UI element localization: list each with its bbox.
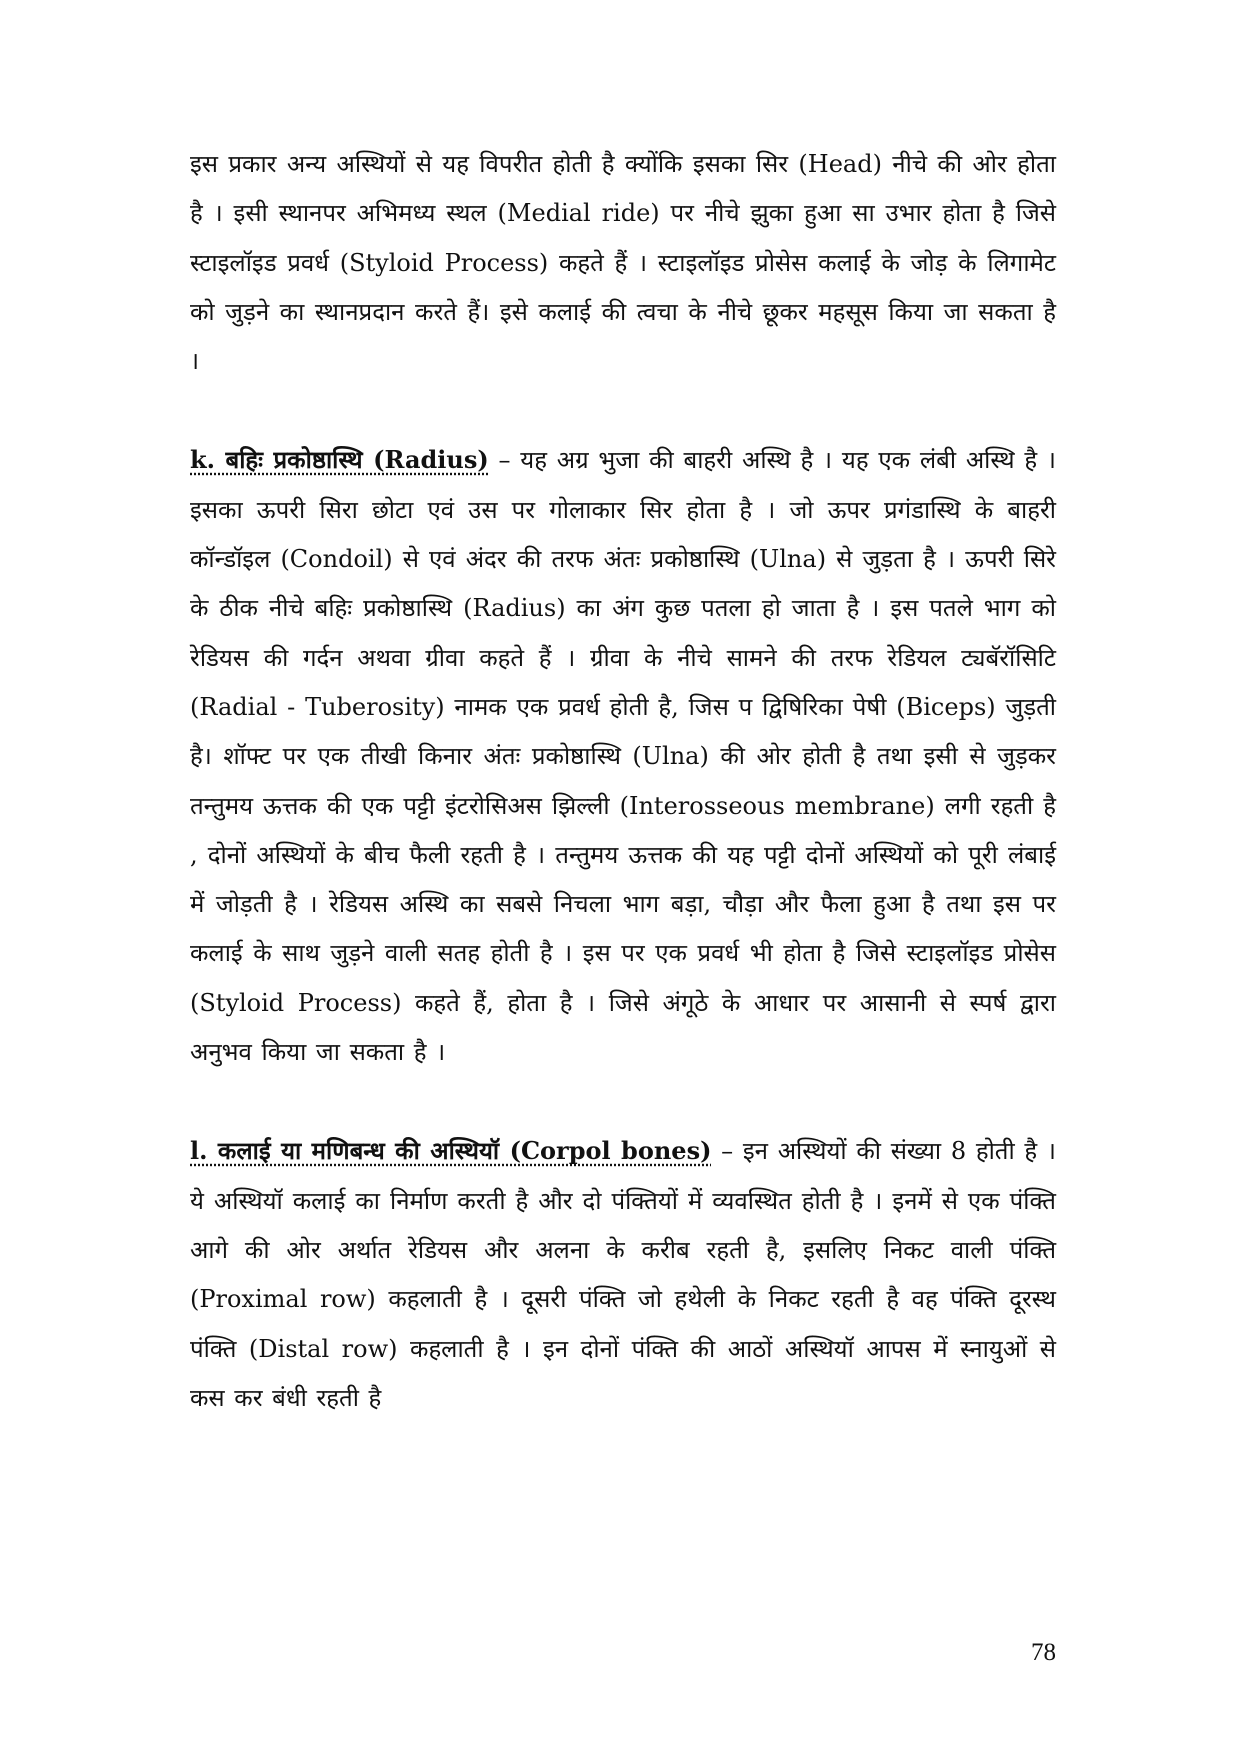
paragraph-ulna-continuation <box>190 140 1056 386</box>
paragraph-text: इस प्रकार अन्य अस्थियों से यह विपरीत होती है क्योंकि इसका सिर (Head) नीचे की ओर होता है । इसी स्थानपर अभिमध्य स्थल (Medial ride) पर नीचे झुका हुआ सा उभार होता है जिसे स्टाइलॉइड प्रवर्ध (Styloid Process) कहते हैं । स्टाइलॉइड प्रोसेस कलाई के जोड़ के लिगामेट को जुड़ने का स्थानप्रदान करते हैं। इसे कलाई की त्वचा के नीचे छूकर महसूस किया जा सकता है । <box>190 150 1056 376</box>
paragraph-carpal-bones <box>190 1126 1056 1423</box>
paragraph-radius <box>190 435 1056 1077</box>
page-body <box>190 140 1056 1423</box>
paragraph-text: – यह अग्र भुजा की बाहरी अस्थि है । यह एक लंबी अस्थि है । इसका ऊपरी सिरा छोटा एवं उस पर गोलाकार सिर होता है । जो ऊपर प्रगंडास्थि के बाहरी कॉन्डॉइल (Condoil) से एवं अंदर की तरफ अंतः प्रकोष्ठास्थि (Ulna) से जुड़ता है । ऊपरी सिरे के ठीक नीचे बहिः प्रकोष्ठास्थि (Radius) का अंग कुछ पतला हो जाता है । इस पतले भाग को रेडियस की गर्दन अथवा ग्रीवा कहते हैं । ग्रीवा के नीचे सामने की तरफ रेडियल ट्यबॅरॉसिटि (Radial - Tuberosity) नामक एक प्रवर्ध होती है, जिस प द्विषिरिका पेषी (Biceps) जुड़ती है। शॉफ्ट पर एक तीखी किनार अंतः प्रकोष्ठास्थि (Ulna) की ओर होती है तथा इसी से जुड़कर तन्तुमय ऊत्तक की एक पट्टी इंटरोसिअस झिल्ली (Interosseous membrane) लगी रहती है , दोनों अस्थियों के बीच फैली रहती है । तन्तुमय ऊत्तक की यह पट्टी दोनों अस्थियों को पूरी लंबाई में जोड़ती है । रेडियस अस्थि का सबसे निचला भाग बड़ा, चौड़ा और फैला हुआ है तथा इस पर कलाई के साथ जुड़ने वाली सतह होती है । इस पर एक प्रवर्ध भी होता है जिसे स्टाइलॉइड प्रोसेस (Styloid Process) कहते हैं, होता है । जिसे अंगूठे के आधार पर आसानी से स्पर्ष द्वारा अनुभव किया जा सकता है । <box>190 446 1056 1067</box>
section-heading-carpal-bones: l. कलाई या मणिबन्ध की अस्थियॉ (Corpol bones) <box>190 1136 712 1166</box>
page-number: 78 <box>1031 1639 1056 1666</box>
section-heading-radius: k. बहिः प्रकोष्ठास्थि (Radius) <box>190 445 489 475</box>
paragraph-text: – इन अस्थियों की संख्या 8 होती है । ये अस्थियॉ कलाई का निर्माण करती है और दो पंक्तियों में व्यवस्थित होती है । इनमें से एक पंक्ति आगे की ओर अर्थात रेडियस और अलना के करीब रहती है, इसलिए निकट वाली पंक्ति (Proximal row) कहलाती है । दूसरी पंक्ति जो हथेली के निकट रहती है वह पंक्ति दूरस्थ पंक्ति (Distal row) कहलाती है । इन दोनों पंक्ति की आठों अस्थियॉ आपस में स्नायुओं से कस कर बंधी रहती है <box>190 1137 1056 1412</box>
